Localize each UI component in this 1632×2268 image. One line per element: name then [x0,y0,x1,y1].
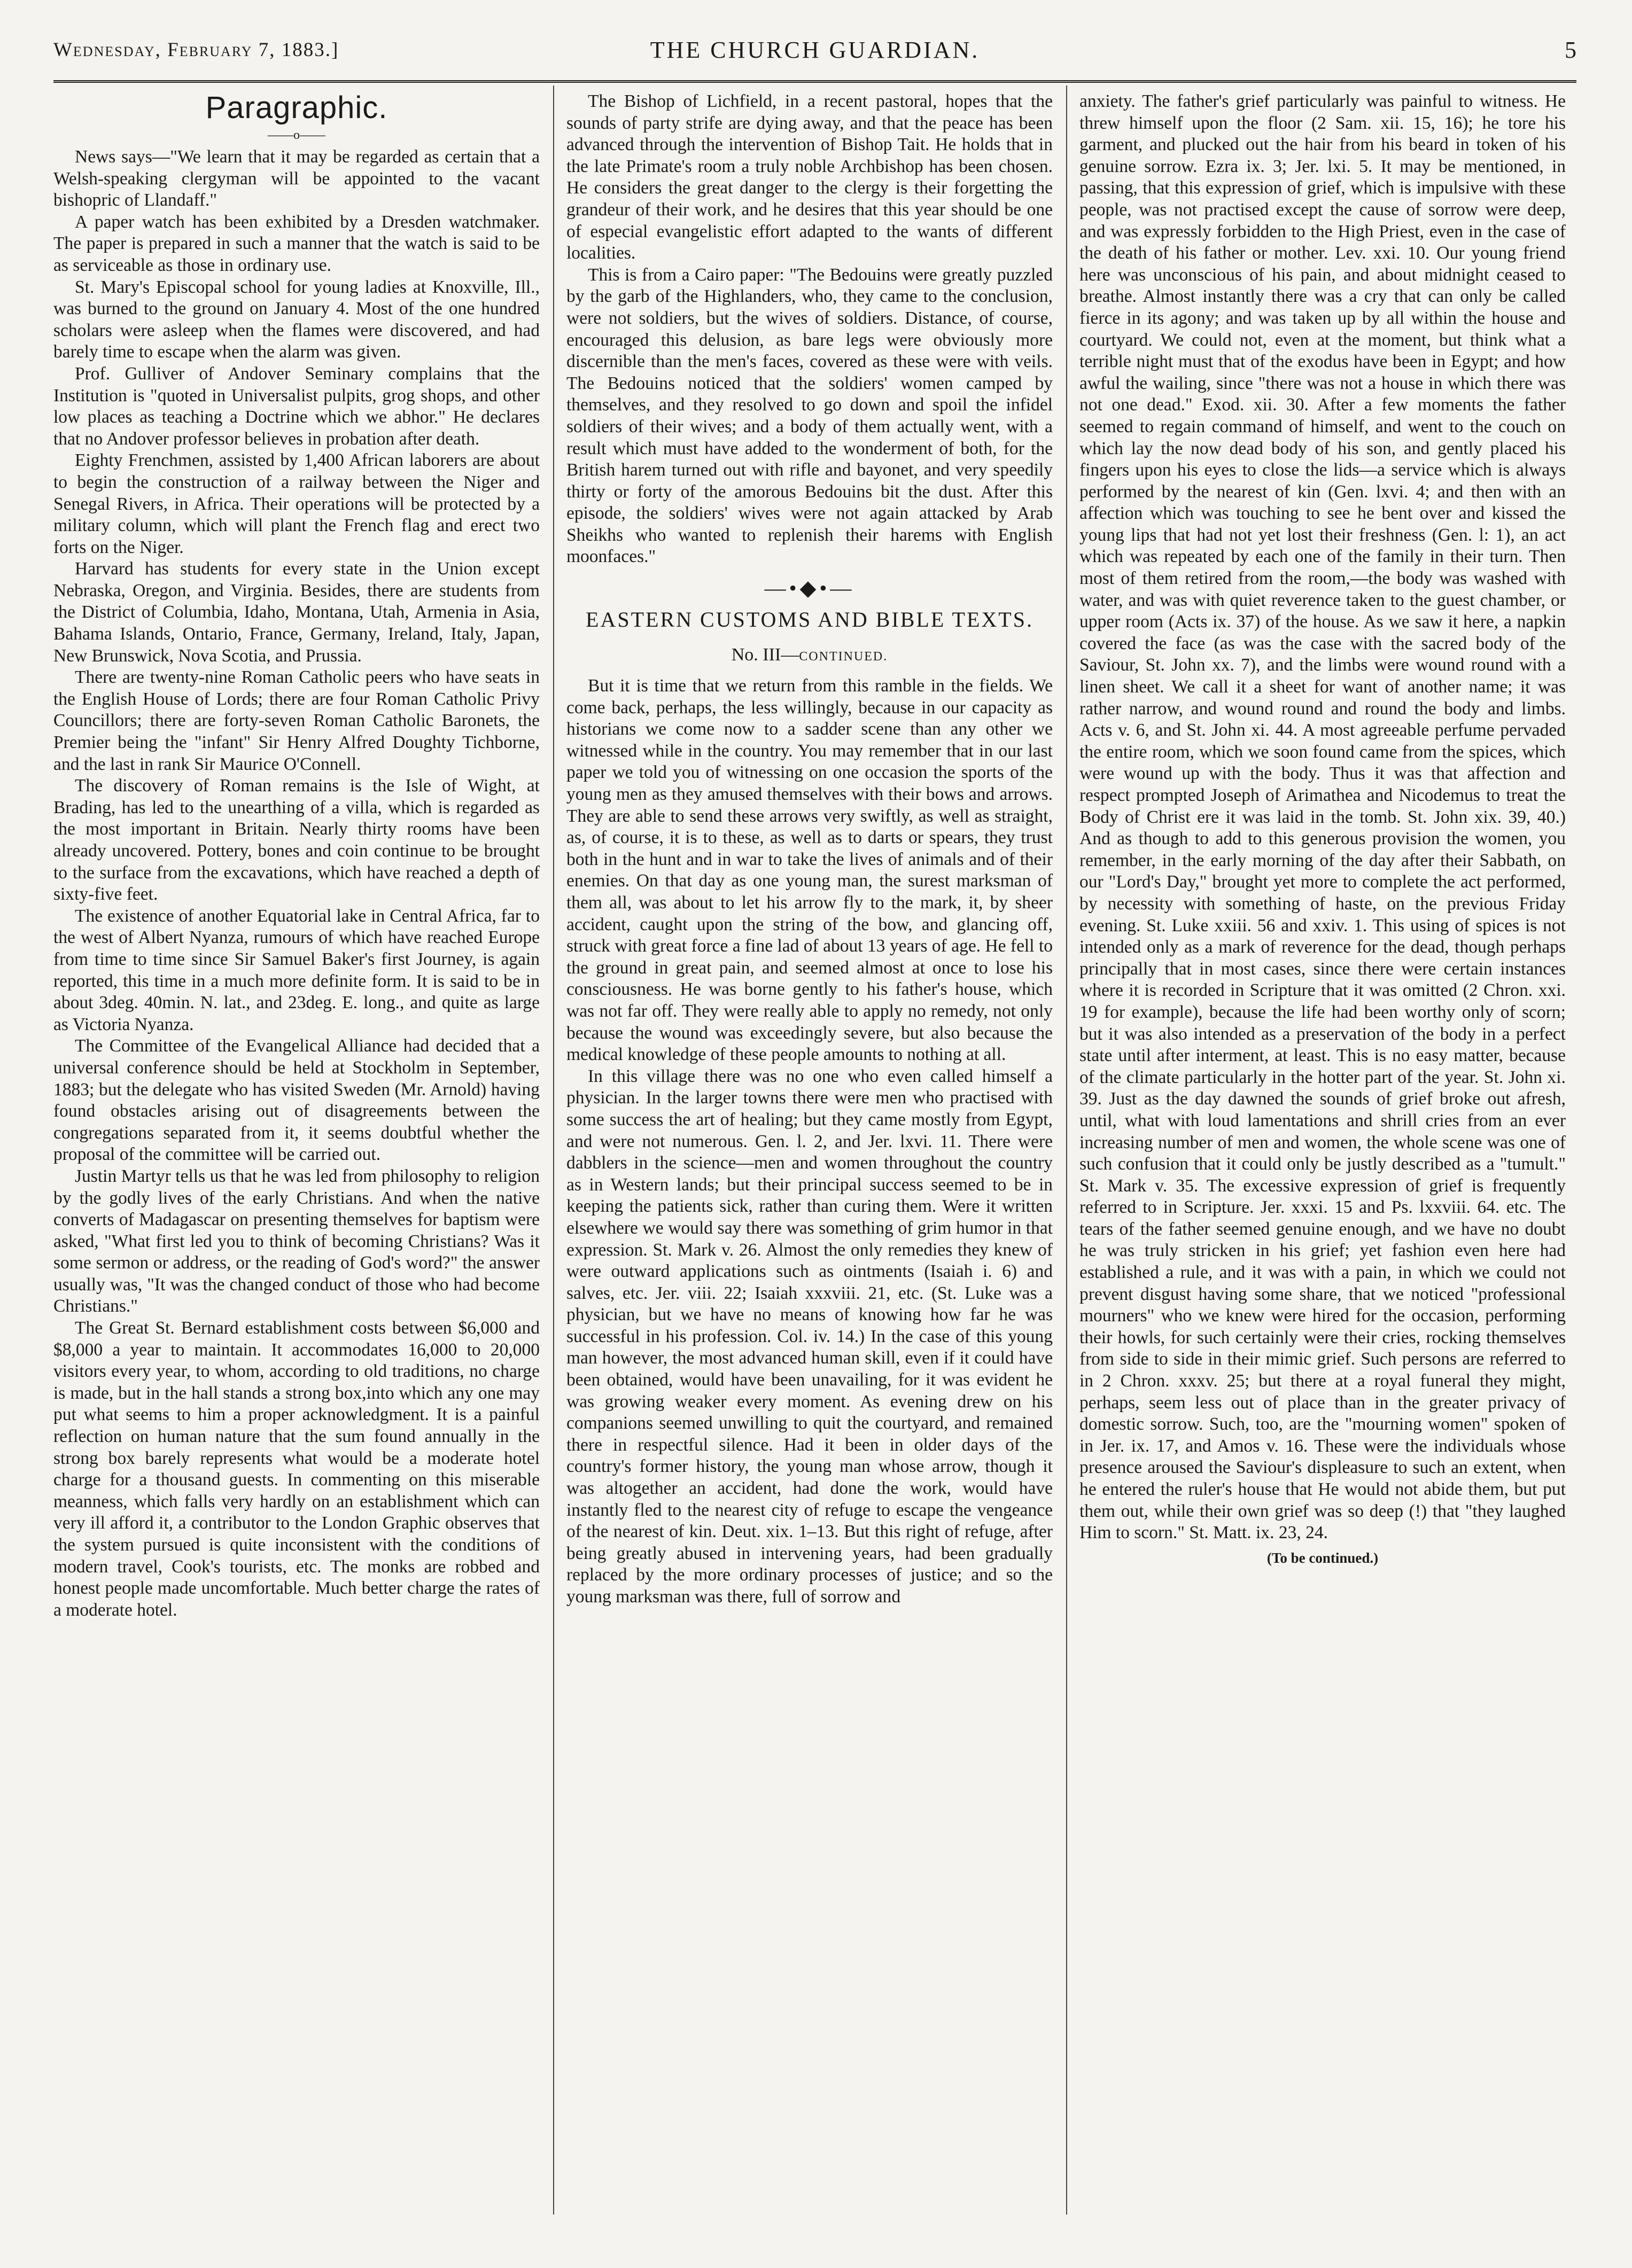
column-left [53,91,540,2223]
paragraph: The existence of another Equatorial lake in Central Africa, far to the west of Albert Nyanza, rumours of which have reached Europe from time to time since Sir Samuel Baker's first Journey, is again reported, this time in a much more definite form. It is said to be in about 3deg. 40min. N. lat., and 23deg. E. long., and quite as large as Victoria Nyanza. [53,906,540,1034]
paragraph: But it is time that we return from this ramble in the fields. We come back, perhaps, the less willingly, because in our capacity as historians we come now to a sadder scene than any other we witnessed while in the country. You may remember that in our last paper we told you of witnessing on one occasion the sports of the young men as they amused themselves with their bows and arrows. They are able to send these arrows very swiftly, as well as straight, as, of course, it is to these, as well as to darts or spears, they trust both in the hunt and in war to take the lives of animals and of their enemies. On that day as one young man, the surest marksman of them all, was about to let his arrow fly to the mark, it, by sheer accident, caught upon the string of the bow, and glancing off, struck with great force a fine lad of about 13 years of age. He fell to the ground in great pain, and seemed almost at once to lose his consciousness. He was borne gently to his father's house, which was not far off. They were really able to apply no remedy, not only because the wound was exceedingly severe, but also because the medical knowledge of these people amounts to nothing at all. [566,676,1053,1065]
newspaper-page [53,32,1576,2233]
page-number: 5 [1565,37,1576,63]
paragraph: This is from a Cairo paper: "The Bedouins were greatly puzzled by the garb of the Highlanders, who, they came to the conclusion, were not soldiers, but the wives of soldiers. Distance, of course, encouraged this delusion, as bare legs were obviously more discernible than the men's faces, covered as these were with veils. The Bedouins noticed that the soldiers' women camped by themselves, and they resolved to go down and spoil the infidel soldiers of their wives; and a body of them actually went, with a result which must have added to the wonderment of both, for the British harem turned out with rifle and bayonet, and very speedily thirty or forty of the amorous Bedouins bit the dust. After this episode, the soldiers' wives were not again attacked by Arab Sheikhs who wanted to replenish their harems with English moonfaces." [566,264,1053,567]
paragraph: Harvard has students for every state in the Union except Nebraska, Oregon, and Virginia. Besides, there are students from the District of Columbia, Idaho, Montana, Utah, Armenia in Asia, Bahama Islands, Ontario, France, Germany, Ireland, Italy, Japan, New Brunswick, Nova Scotia, and Prussia. [53,559,540,666]
section-heading: Paragraphic. [205,91,388,125]
column-middle [566,91,1053,2223]
paragraph: The Great St. Bernard establishment costs between $6,000 and $8,000 a year to maintain. It accommodates 16,000 to 20,000 visitors every year, to whom, according to old traditions, no charge is made, but in the hall stands a strong box,into which any one may put what seems to him a proper acknowledgment. It is a painful reflection on human nature that the sum found annually in the strong box barely represents what would be a moderate hotel charge for a thousand guests. In commenting on this miserable meanness, which falls very hardly on an establishment which can very ill afford it, a contributor to the London Graphic observes that the system pursued is quite inconsistent with the conditions of modern travel, Cook's tourists, etc. The monks are robbed and honest people made uncomfortable. Much better charge the rates of a moderate hotel. [53,1318,540,1620]
paragraph: Justin Martyr tells us that he was led from philosophy to religion by the godly lives of the early Christians. And when the native converts of Madagascar on presenting themselves for baptism were asked, "What first led you to think of becoming Christians? Was it some sermon or address, or the reading of God's word?" the answer usually was, "It was the changed conduct of those who had become Christians." [53,1166,540,1316]
masthead [53,32,1576,83]
to-be-continued: (To be continued.) [1266,1549,1379,1566]
paragraph: A paper watch has been exhibited by a Dresden watchmaker. The paper is prepared in such a manner that the watch is said to be as serviceable as those in ordinary use. [53,212,540,275]
column-divider [1066,85,1067,2215]
paragraph: The Bishop of Lichfield, in a recent pastoral, hopes that the sounds of party strife are dying away, and that the peace has been advanced through the intervention of Bishop Tait. He holds that in the late Primate's room a truly noble Archbishop has been chosen. He considers the great danger to the clergy is their forgetting the grandeur of their work, and he desires that this year should be one of especial evangelistic effort adapted to the wants of different localities. [566,91,1053,263]
paragraph: The Committee of the Evangelical Alliance had decided that a universal conference should be held at Stockholm in September, 1883; but the delegate who has visited Sweden (Mr. Arnold) having found obstacles arising out of disagreements between the congregations separated from it, it seems doubtful whether the proposal of the committee will be carried out. [53,1036,540,1165]
column-right [1079,91,1566,2223]
ornament: ——o—— [268,128,325,142]
paragraph: The discovery of Roman remains is the Isle of Wight, at Brading, has led to the unearthing of a villa, which is regarded as the most important in Britain. Nearly thirty rooms have been already uncovered. Pottery, bones and coin continue to be brought to the surface from the excavations, which have reached a depth of sixty-five feet. [53,776,540,905]
article-number [566,644,1053,668]
paragraph: In this village there was no one who even called himself a physician. In the larger towns there were men who practised with some success the art of healing; but they came mostly from Egypt, and were not numerous. Gen. l. 2, and Jer. lxvi. 11. There were dabblers in the science—men and women throughout the country as in Western lands; but their principal success seemed to be in keeping the patients sick, rather than curing them. Were it written elsewhere we would say there was something of grim humor in that expression. St. Mark v. 26. Almost the only remedies they knew of were outward applications such as ointments (Isaiah i. 6) and salves, etc. Jer. viii. 22; Isaiah xxxviii. 21, etc. (St. Luke was a physician, but we have no means of knowing how far he was successful in his profession. Col. iv. 14.) In the case of this young man however, the most advanced human skill, even if it could have been obtained, would have been unavailing, for it was evident he was growing weaker every moment. As evening drew on his companions seemed unwilling to quit the courtyard, and remained there in respectful silence. Had it been in older days of the country's former history, the young man whose arrow, though it was altogether an accident, had done the work, would have instantly fled to the nearest city of refuge to escape the vengeance of the nearest of kin. Deut. xix. 1–13. But this right of refuge, after being greatly abused in intervening years, had been gradually replaced by the more ordinary processes of justice; and so the young marksman was there, full of sorrow and [566,1066,1053,1607]
divider-ornament: —•◆•— [764,576,855,601]
paragraph: anxiety. The father's grief particularly was painful to witness. He threw himself upon the floor (2 Sam. xii. 15, 16); he tore his garment, and plucked out the hair from his beard in token of his genuine sorrow. Ezra ix. 3; Jer. lxi. 5. It may be mentioned, in passing, that this expression of grief, which is impulsive with these people, was not practised except the cause of sorrow were deep, and was expressly forbidden to the High Priest, even in the case of the death of his father or mother. Lev. xxi. 10. Our young friend here was unconscious of his pain, and about midnight ceased to breathe. Almost instantly there was a cry that can only be called fierce in its agony; and was taken up by all within the house and courtyard. We could not, even at the moment, but think what a terrible night must that of the exodus have been in Egypt; and how awful the wailing, since "there was not a house in which there was not one dead." Exod. xii. 30. After a few moments the father seemed to regain command of himself, and went to the couch on which lay the now dead body of his son, and gently placed his fingers upon his eyes to close the lids—a service which is always performed by the nearest of kin (Gen. lxvi. 4; and then with an affection which was touching to see he bent over and kissed the young lips that had not yet lost their freshness (Gen. l: 1), an act which was repeated by each one of the family in their turn. Then most of them retired from the room,—the body was washed with water, and was with quiet reverence taken to the guest chamber, or upper room (Acts ix. 37) of the house. As we saw it here, a napkin covered the face (as was the case with the sacred body of the Saviour, St. John xx. 7), and the limbs were wound round with a linen sheet. We call it a sheet for want of another name; it was rather narrow, and wound round and round the body and limbs. Acts v. 6, and St. John xi. 44. A most agreeable perfume pervaded the entire room, which we soon found came from the spices, which were wound up with the body. Thus it was that affection and respect prompted Joseph of Arimathea and Nicodemus to treat the Body of Christ ere it was laid in the tomb. St. John xix. 39, 40.) And as though to add to this generous provision the women, you remember, in the early morning of the day after their Sabbath, on our "Lord's Day," brought yet more to complete the act performed, by necessity with something of haste, on the previous Friday evening. St. Luke xxiii. 56 and xxiv. 1. This using of spices is not intended only as a mark of reverence for the dead, though perhaps principally that in most cases, since there were certain instances where it is recorded in Scripture that it was omitted (2 Chron. xxi. 19 for example), because the life had been worthy only of scorn; but it was also intended as a preservation of the body in a perfect state until after interment, at least. This is no easy matter, because of the climate particularly in the hotter part of the year. St. John xi. 39. Just as the day dawned the sounds of grief broke out afresh, until, what with loud lamentations and shrill cries from an ever increasing number of men and women, the whole scene was one of such confusion that it could only be justly described as a "tumult." St. Mark v. 35. The excessive expression of grief is frequently referred to in Scripture. Jer. xxxi. 15 and Ps. lxxviii. 64. etc. The tears of the father seemed genuine enough, and we have no doubt he was truly stricken in his grief; yet fashion even here had established a rule, and it was with a pain, in which we could not prevent disgust having some share, that we noticed "professional mourners" who we knew were hired for the occasion, performing their howls, for such certainly were their cries, rocking themselves from side to side in their mimic grief. Such persons are referred to in 2 Chron. xxxv. 25; but there at a royal funeral they might, perhaps, seem less out of place than in the greater privacy of domestic sorrow. Such, too, are the "mourning women" spoken of in Jer. ix. 17, and Amos v. 16. These were the individuals whose presence aroused the Saviour's displeasure to such an extent, when he entered the ruler's house that He would not abide them, but put them out, while their own grief was so deep (!) that "they laughed Him to scorn." St. Matt. ix. 23, 24. [1079,91,1566,1543]
article-title: EASTERN CUSTOMS AND BIBLE TEXTS. [586,607,1033,632]
paragraph: There are twenty-nine Roman Catholic peers who have seats in the English House of Lords; there are four Roman Catholic Privy Councillors; there are forty-seven Roman Catholic Baronets, the Premier being the "infant" Sir Henry Alfred Doughty Tichborne, and the last in rank Sir Maurice O'Connell. [53,667,540,774]
issue-date: Wednesday, February 7, 1883.] [53,39,339,61]
newspaper-title: THE CHURCH GUARDIAN. [650,37,980,63]
article-continued-label: CONTINUED. [799,650,888,664]
paragraph: Prof. Gulliver of Andover Seminary complains that the Institution is "quoted in Universalist pulpits, grog shops, and other low places as teaching a Doctrine which we abhor." He declares that no Andover professor believes in probation after death. [53,363,540,449]
paragraph: News says—"We learn that it may be regarded as certain that a Welsh-speaking clergyman will be appointed to the vacant bishopric of Llandaff." [53,147,540,211]
paragraph: Eighty Frenchmen, assisted by 1,400 African laborers are about to begin the construction of a railway between the Niger and Senegal Rivers, in Africa. Their operations will be protected by a military column, which will plant the French flag and erect two forts on the Niger. [53,450,540,557]
column-divider [553,85,554,2215]
paragraph: St. Mary's Episcopal school for young ladies at Knoxville, Ill., was burned to the ground on January 4. Most of the one hundred scholars were asleep when the flames were discovered, and had barely time to escape when the alarm was given. [53,277,540,362]
article-no: No. III— [731,645,799,665]
